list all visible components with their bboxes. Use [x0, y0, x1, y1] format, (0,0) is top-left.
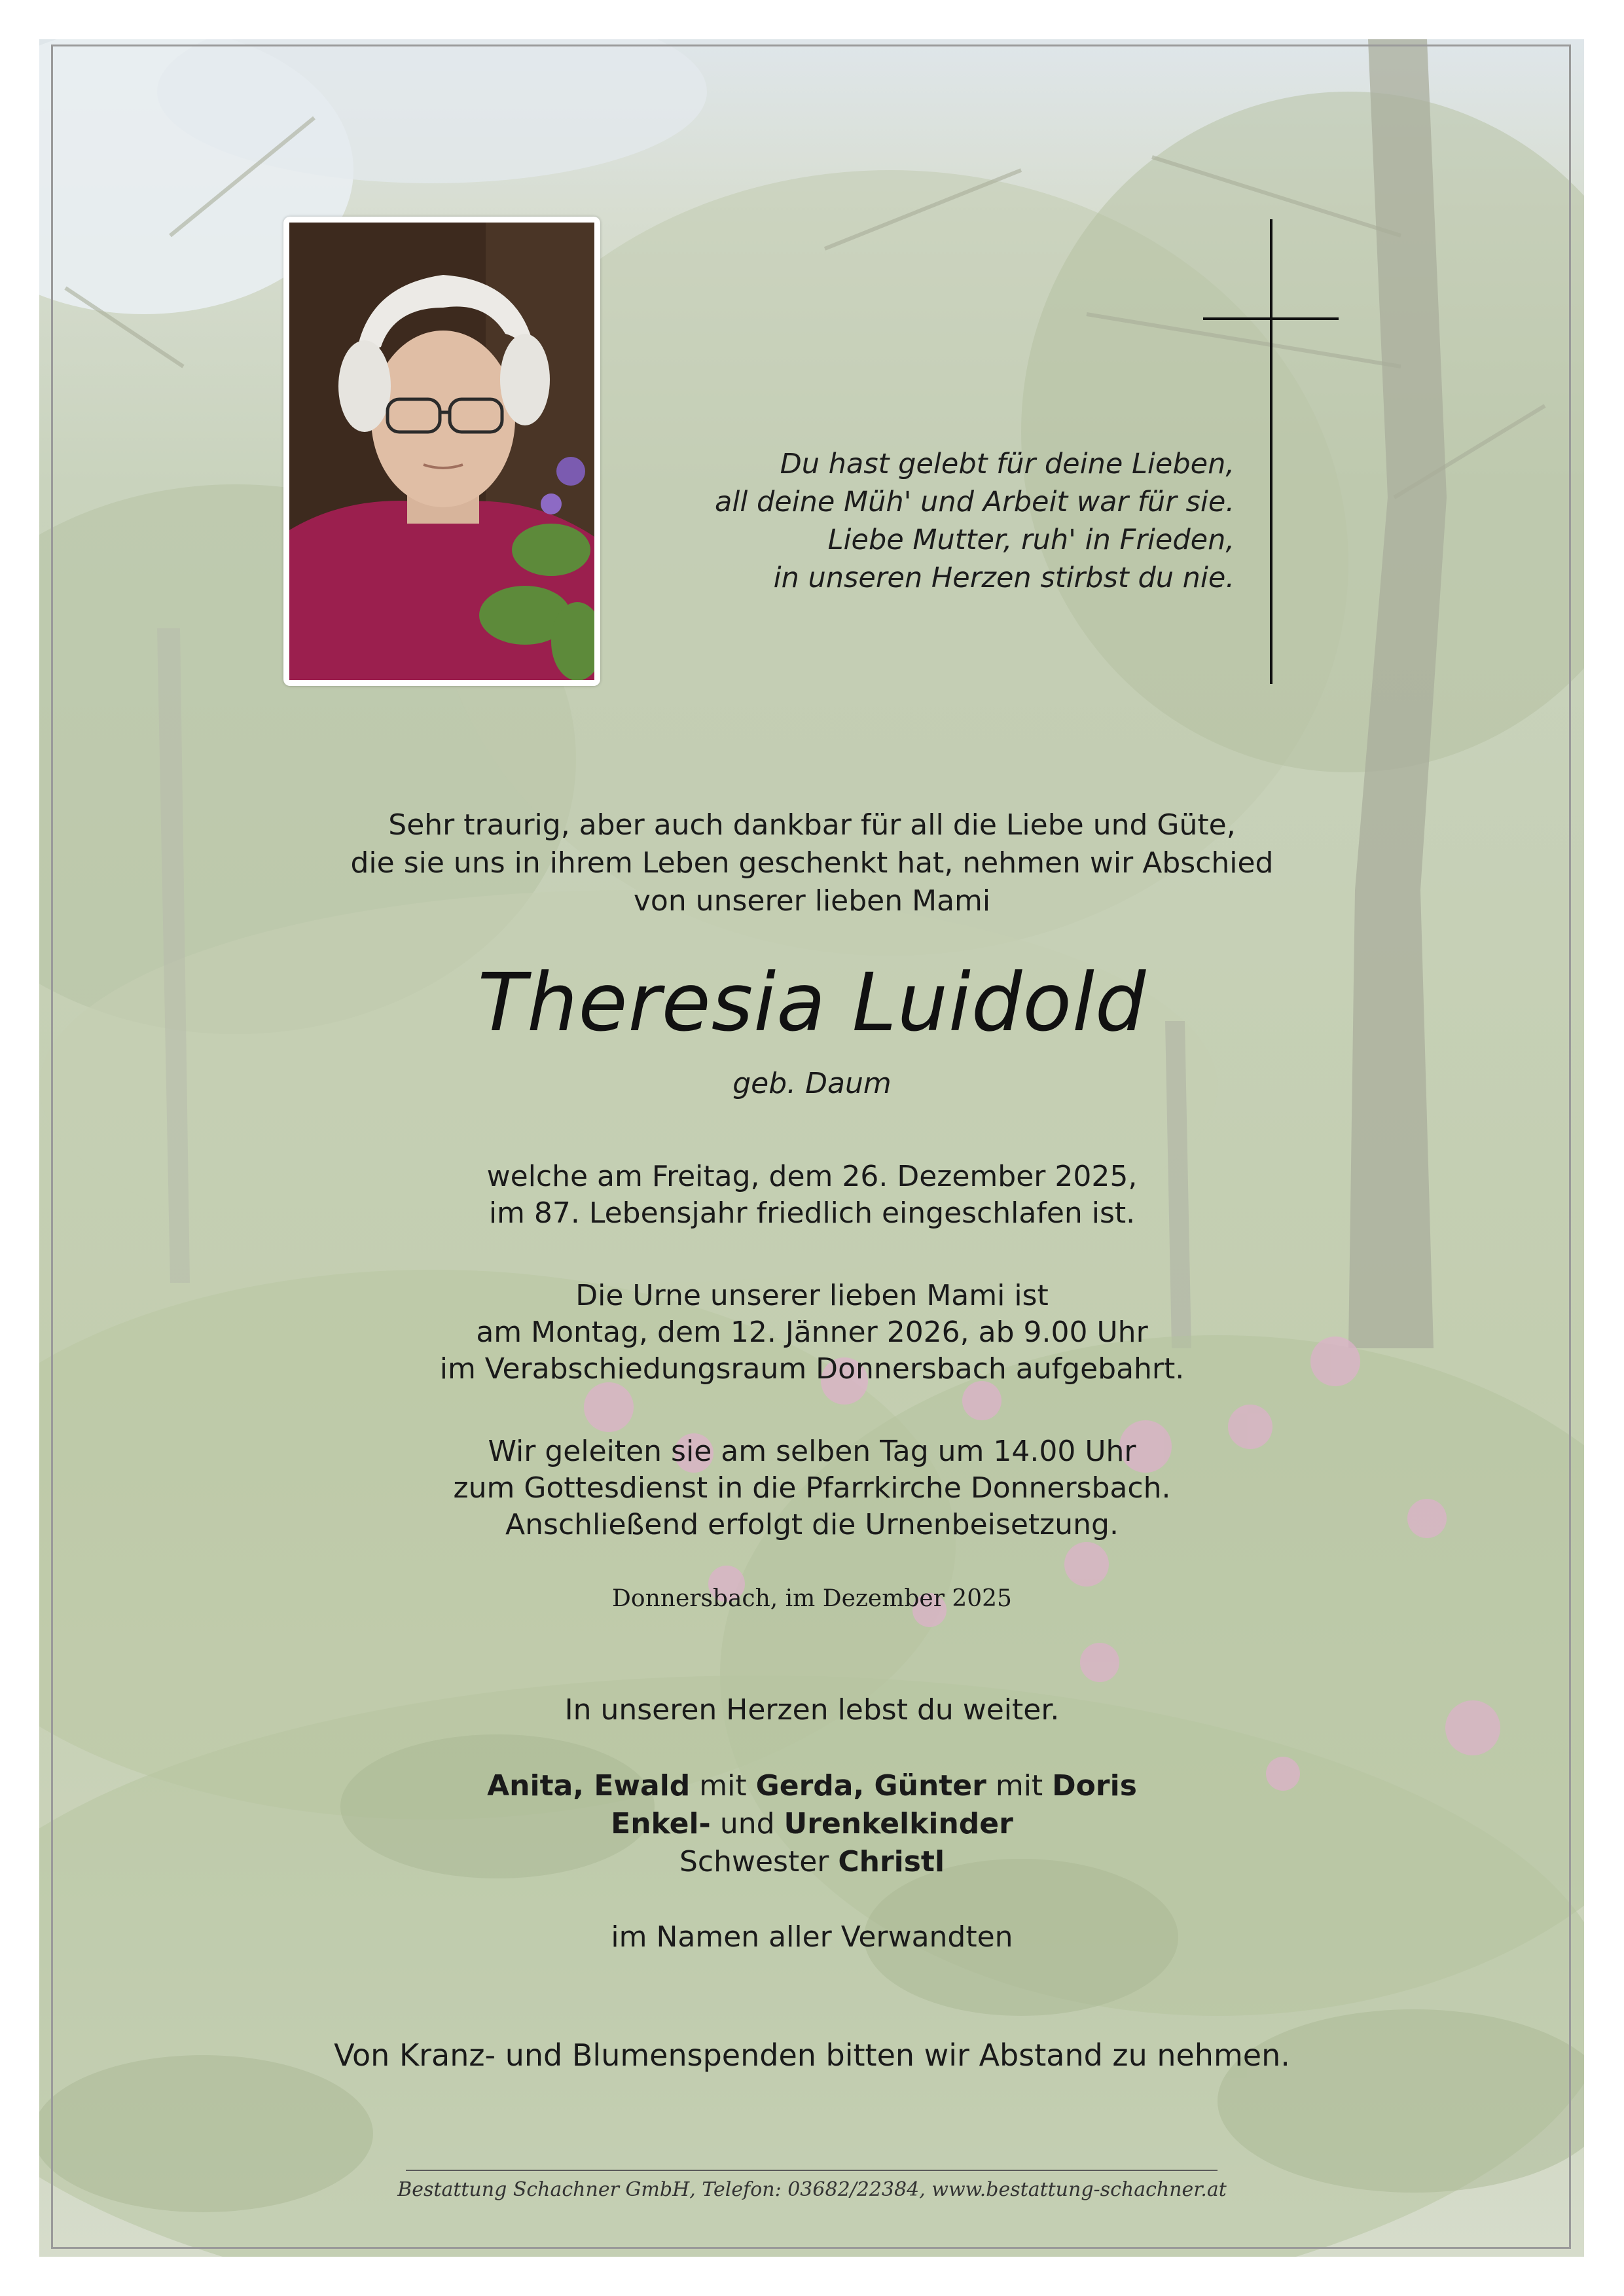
- mourner-connector: mit: [690, 1769, 756, 1803]
- death-notice: [0, 1158, 1624, 1232]
- death-notice-line: im 87. Lebensjahr friedlich eingeschlafen ist.: [488, 1196, 1136, 1230]
- place-date: Donnersbach, im Dezember 2025: [612, 1585, 1012, 1612]
- mourner-names: Christl: [838, 1845, 945, 1878]
- poem-line: all deine Müh' und Arbeit war für sie.: [715, 486, 1235, 518]
- portrait-image: [289, 223, 594, 680]
- service-notice-line: zum Gottesdienst in die Pfarrkirche Donnersbach.: [453, 1471, 1171, 1505]
- service-notice-line: Anschließend erfolgt die Urnenbeisetzung.: [505, 1508, 1119, 1541]
- deceased-name: Theresia Luidold: [477, 956, 1147, 1049]
- death-notice-line: welche am Freitag, dem 26. Dezember 2025,: [486, 1160, 1138, 1193]
- urn-notice-line: im Verabschiedungsraum Donnersbach aufgebahrt.: [439, 1352, 1185, 1386]
- memorial-poem: [589, 445, 1235, 597]
- mourner-connector: mit: [986, 1769, 1053, 1803]
- mourners-line: [0, 1767, 1624, 1805]
- cross-vertical: [1270, 219, 1272, 684]
- urn-notice: [0, 1278, 1624, 1388]
- funeral-home-footer: Bestattung Schachner GmbH, Telefon: 03682/22384, www.bestattung-schachner.at: [397, 2178, 1227, 2201]
- on-behalf-line: im Namen aller Verwandten: [611, 1920, 1013, 1954]
- urn-notice-line: am Montag, dem 12. Jänner 2026, ab 9.00 Uhr: [476, 1316, 1148, 1349]
- urn-notice-line: Die Urne unserer lieben Mami ist: [575, 1279, 1049, 1312]
- intro-line: Sehr traurig, aber auch dankbar für all die Liebe und Güte,: [388, 808, 1236, 842]
- mourner-names: Doris: [1052, 1769, 1137, 1803]
- poem-line: Liebe Mutter, ruh' in Frieden,: [827, 524, 1235, 556]
- intro-text: [0, 806, 1624, 920]
- mourner-names: Enkel-: [611, 1807, 711, 1840]
- mourner-connector: Schwester: [679, 1845, 839, 1878]
- birth-name: geb. Daum: [732, 1067, 892, 1100]
- portrait-photo: [283, 217, 600, 686]
- closing-line: In unseren Herzen lebst du weiter.: [564, 1693, 1060, 1727]
- poem-line: in unseren Herzen stirbst du nie.: [773, 562, 1235, 594]
- intro-line: von unserer lieben Mami: [633, 884, 991, 918]
- intro-line: die sie uns in ihrem Leben geschenkt hat, nehmen wir Abschied: [350, 846, 1274, 880]
- cross-horizontal: [1203, 317, 1339, 320]
- flower-request: Von Kranz- und Blumenspenden bitten wir Abstand zu nehmen.: [334, 2037, 1290, 2073]
- mourner-names: Gerda, Günter: [755, 1769, 986, 1803]
- poem-line: Du hast gelebt für deine Lieben,: [780, 448, 1235, 480]
- mourner-connector: und: [710, 1807, 784, 1840]
- service-notice: [0, 1433, 1624, 1543]
- mourners-line: [0, 1805, 1624, 1843]
- mourner-names: Anita, Ewald: [487, 1769, 691, 1803]
- footer-divider: [406, 2170, 1218, 2171]
- mourner-names: Urenkelkinder: [784, 1807, 1013, 1840]
- mourners-list: [0, 1767, 1624, 1881]
- mourners-line: [0, 1843, 1624, 1881]
- page-frame: [51, 45, 1571, 2249]
- service-notice-line: Wir geleiten sie am selben Tag um 14.00 Uhr: [488, 1435, 1136, 1468]
